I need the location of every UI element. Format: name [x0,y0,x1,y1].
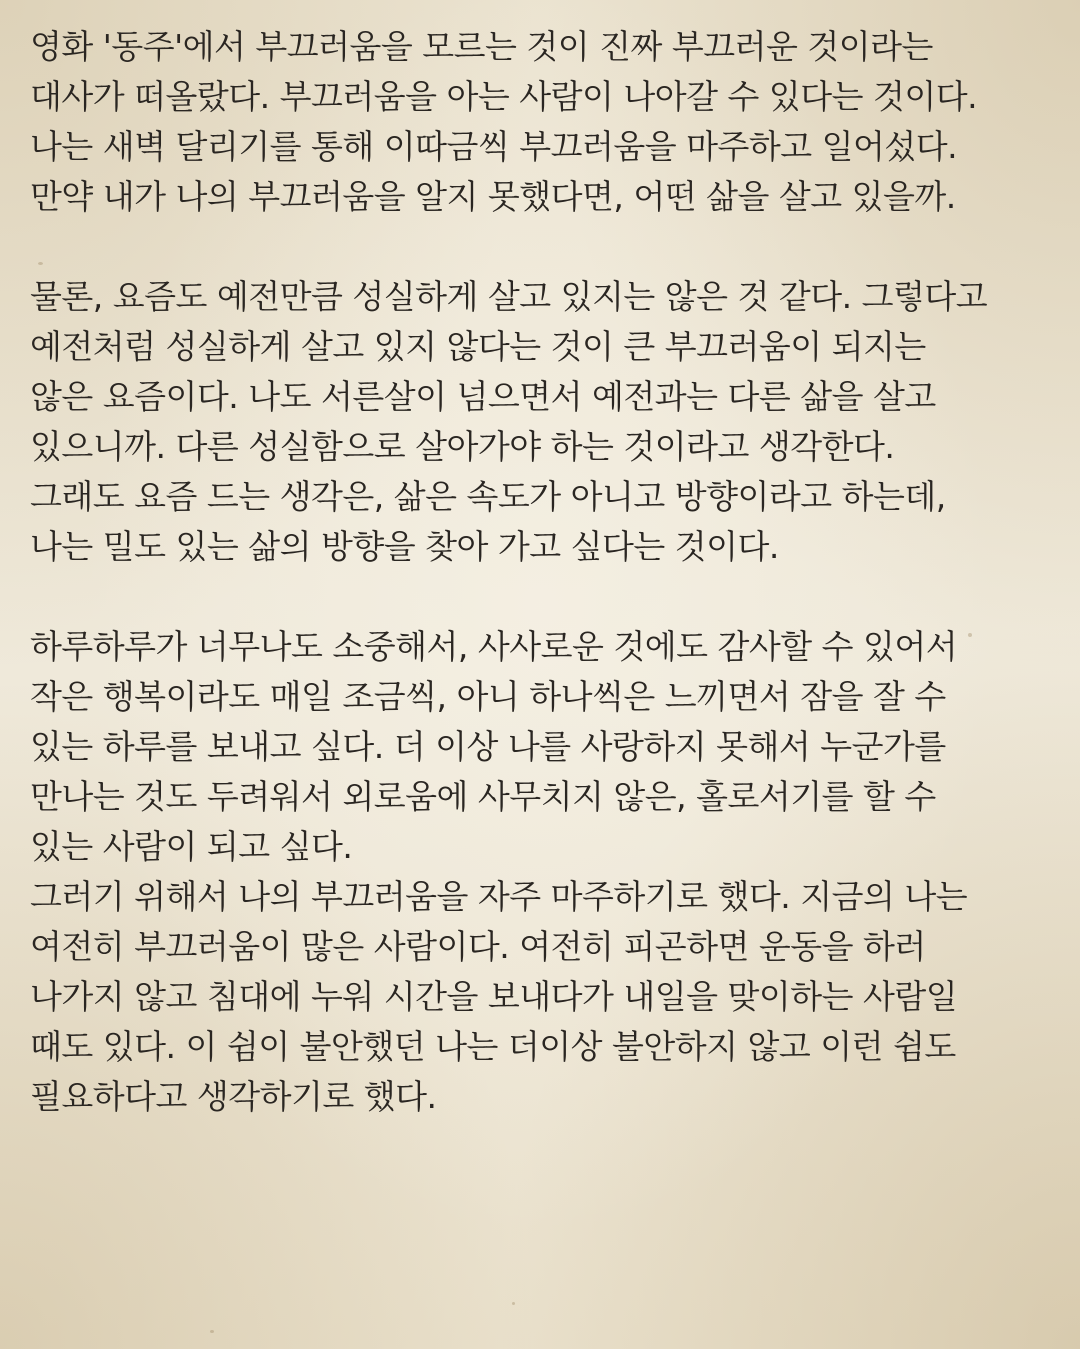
text-line: 않은 요즘이다. 나도 서른살이 넘으면서 예전과는 다른 삶을 살고 [30,377,936,416]
text-line: 나는 새벽 달리기를 통해 이따금씩 부끄러움을 마주하고 일어섰다. [30,127,958,166]
text-line: 나는 밀도 있는 삶의 방향을 찾아 가고 싶다는 것이다. [30,527,779,566]
text-line: 물론, 요즘도 예전만큼 성실하게 살고 있지는 않은 것 같다. 그렇다고 [30,277,988,316]
paragraph-spacer [30,572,1070,622]
text-line: 때도 있다. 이 쉼이 불안했던 나는 더이상 불안하지 않고 이런 쉼도 [30,1027,956,1066]
text-line: 만나는 것도 두려워서 외로움에 사무치지 않은, 홀로서기를 할 수 [30,777,936,816]
paragraph-1 [30,22,1070,222]
text-line: 대사가 떠올랐다. 부끄러움을 아는 사람이 나아갈 수 있다는 것이다. [30,77,978,116]
paragraph-spacer [30,222,1070,272]
text-line: 있는 사람이 되고 싶다. [30,827,353,866]
paragraph-3 [30,622,1070,1122]
text-line: 작은 행복이라도 매일 조금씩, 아니 하나씩은 느끼면서 잠을 잘 수 [30,677,946,716]
text-line: 있는 하루를 보내고 싶다. 더 이상 나를 사랑하지 못해서 누군가를 [30,727,946,766]
paper-speck [512,1302,515,1305]
paragraph-2 [30,272,1070,572]
text-line: 나가지 않고 침대에 누워 시간을 보내다가 내일을 맞이하는 사람일 [30,977,958,1016]
text-line: 그러기 위해서 나의 부끄러움을 자주 마주하기로 했다. 지금의 나는 [30,877,968,916]
text-line: 여전히 부끄러움이 많은 사람이다. 여전히 피곤하면 운동을 하러 [30,927,926,966]
text-line: 영화 '동주'에서 부끄러움을 모르는 것이 진짜 부끄러운 것이라는 [30,27,933,66]
essay-text [30,22,1070,1122]
text-line: 만약 내가 나의 부끄러움을 알지 못했다면, 어떤 삶을 살고 있을까. [30,177,956,216]
text-line: 필요하다고 생각하기로 했다. [30,1077,437,1116]
text-line: 그래도 요즘 드는 생각은, 삶은 속도가 아니고 방향이라고 하는데, [30,477,946,516]
text-line: 하루하루가 너무나도 소중해서, 사사로운 것에도 감사할 수 있어서 [30,627,958,666]
text-line: 예전처럼 성실하게 살고 있지 않다는 것이 큰 부끄러움이 되지는 [30,327,926,366]
text-line: 있으니까. 다른 성실함으로 살아가야 하는 것이라고 생각한다. [30,427,895,466]
paper-speck [210,1330,214,1333]
